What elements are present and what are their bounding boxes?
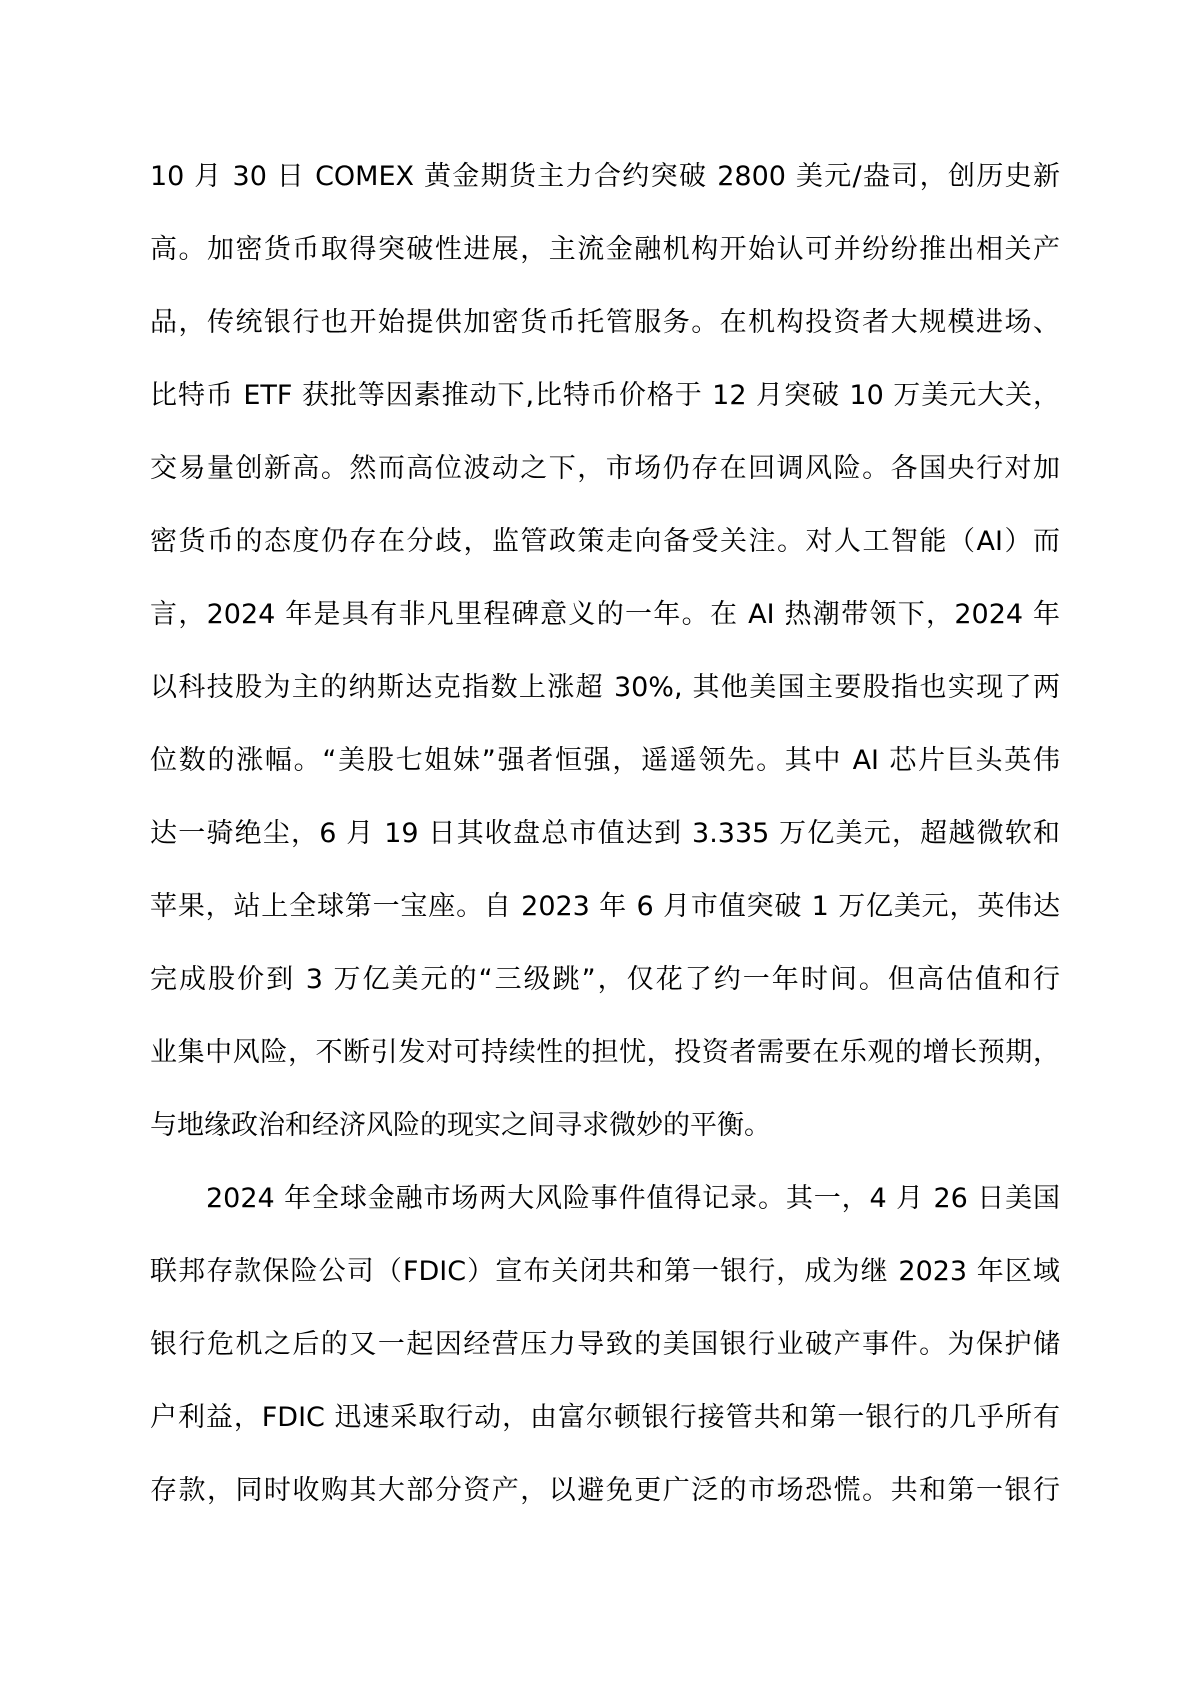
text-line: 位数的涨幅。“美股七姐妹”强者恒强，遥遥领先。其中 AI 芯片巨头英伟 xyxy=(150,745,1060,776)
text-line: 业集中风险，不断引发对可持续性的担忧，投资者需要在乐观的增长预期， xyxy=(150,1037,1060,1068)
paragraph-2 xyxy=(150,1162,1060,1527)
text-line: 交易量创新高。然而高位波动之下，市场仍存在回调风险。各国央行对加 xyxy=(150,453,1060,484)
text-line: 2024 年全球金融市场两大风险事件值得记录。其一，4 月 26 日美国 xyxy=(206,1183,1060,1214)
text-line: 以科技股为主的纳斯达克指数上涨超 30%, 其他美国主要股指也实现了两 xyxy=(150,672,1060,703)
paragraph-1 xyxy=(150,140,1060,1162)
body-text xyxy=(150,140,1060,1527)
text-line: 言，2024 年是具有非凡里程碑意义的一年。在 AI 热潮带领下，2024 年 xyxy=(150,599,1060,630)
text-line: 完成股价到 3 万亿美元的“三级跳”，仅花了约一年时间。但高估值和行 xyxy=(150,964,1060,995)
text-line: 联邦存款保险公司（FDIC）宣布关闭共和第一银行，成为继 2023 年区域 xyxy=(150,1256,1060,1287)
text-line: 达一骑绝尘，6 月 19 日其收盘总市值达到 3.335 万亿美元，超越微软和 xyxy=(150,818,1060,849)
text-line: 高。加密货币取得突破性进展，主流金融机构开始认可并纷纷推出相关产 xyxy=(150,234,1060,265)
text-line: 存款，同时收购其大部分资产，以避免更广泛的市场恐慌。共和第一银行 xyxy=(150,1475,1060,1506)
text-line: 10 月 30 日 COMEX 黄金期货主力合约突破 2800 美元/盎司，创历史新 xyxy=(150,161,1060,192)
text-line: 比特币 ETF 获批等因素推动下,比特币价格于 12 月突破 10 万美元大关， xyxy=(150,380,1060,411)
text-line: 密货币的态度仍存在分歧，监管政策走向备受关注。对人工智能（AI）而 xyxy=(150,526,1060,557)
text-line: 与地缘政治和经济风险的现实之间寻求微妙的平衡。 xyxy=(150,1110,771,1141)
text-line: 银行危机之后的又一起因经营压力导致的美国银行业破产事件。为保护储 xyxy=(150,1329,1060,1360)
text-line: 品，传统银行也开始提供加密货币托管服务。在机构投资者大规模进场、 xyxy=(150,307,1060,338)
text-line: 苹果，站上全球第一宝座。自 2023 年 6 月市值突破 1 万亿美元，英伟达 xyxy=(150,891,1060,922)
text-line: 户利益，FDIC 迅速采取行动，由富尔顿银行接管共和第一银行的几乎所有 xyxy=(150,1402,1060,1433)
